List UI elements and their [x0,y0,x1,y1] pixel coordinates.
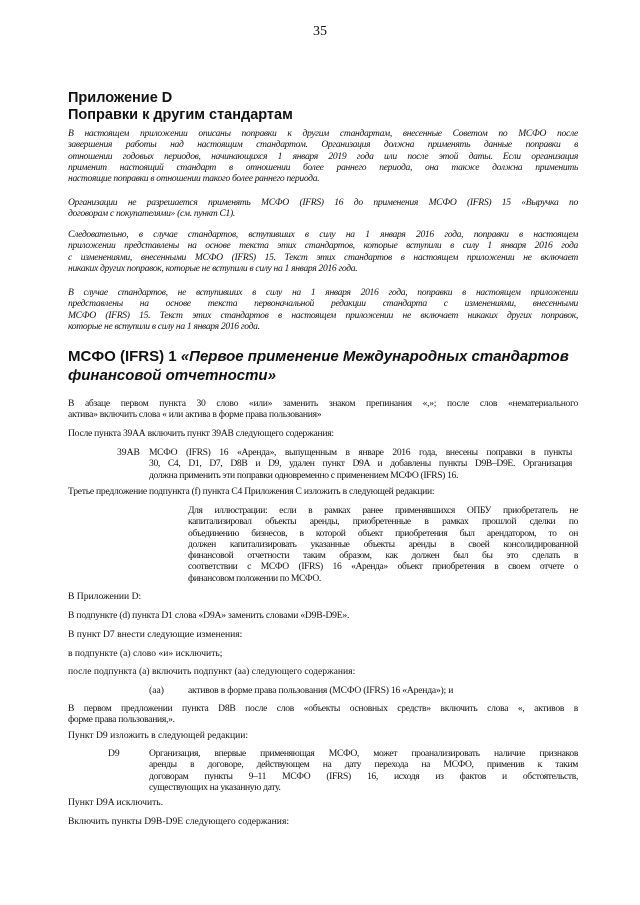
paragraph-d9b-d9e: Включить пункты D9B-D9E следующего содержания: [68,816,290,827]
item-39ab-text: МСФО (IFRS) 16 «Аренда», выпущенным в январе 2016 года, внесены поправки в пункты 30, С4, D1, D7, D8B и D9, удален пункт D9A и добавлены пункты D9B–D9E. Организация должна применить эти поправки одновременно с применением МСФО (IFRS) 16. [149,447,572,481]
paragraph-c4: Третье предложение подпункта (f) пункта С4 Приложения С изложить в следующей редакции: [68,486,435,497]
item-aa-text: активов в форме права пользования (МСФО (IFRS) 16 «Аренда»); и [188,685,454,696]
intro-paragraph-1: В настоящем приложении описаны поправки к другим стандартам, внесенные Советом по МСФО после завершения работы над настоящим стандартом. Организация должна применять данные поправки в отношении годовых периодов, начинающихся 1 января 2019 года или после этой даты. Если организация применит настоящий стандарт в отношении более раннего периода, она также должна применить настоящие поправки в отношении такого более раннего периода. [68,128,578,185]
appendix-title: Приложение D [68,90,173,106]
paragraph-39aa: После пункта 39АА включить пункт 39АВ следующего содержания: [68,428,334,439]
item-39ab-label: 39AB [117,447,140,458]
paragraph-d9: Пункт D9 изложить в следующей редакции: [68,730,249,741]
intro-paragraph-2: Организации не разрешается применять МСФО (IFRS) 16 до применения МСФО (IFRS) 15 «Выручка по договорам с покупателями» (см. пункт С1). [68,197,578,220]
paragraph-appendix-d: В Приложении D: [68,591,142,602]
paragraph-d7-aa-intro: после подпункта (а) включить подпункт (аа) следующего содержания: [68,666,356,677]
item-d9-label: D9 [108,748,120,759]
paragraph-d8b: В первом предложении пункта D8B после слов «объекты основных средств» включить слова «, активов в форме права пользования,». [68,703,578,726]
item-aa-label: (aa) [149,685,164,696]
quote-c4: Для иллюстрации: если в рамках ранее применявшихся ОПБУ приобретатель не капитализировал объекты аренды, приобретенные в рамках прошлой сделки по объединению бизнесов, в которой объект приобретения был арендатором, то он должен капитализировать указанные объекты аренды в своей консолидированной финансовой отчетности таким образом, как должен был бы это сделать в соответствии с МСФО (IFRS) 16 «Аренда» объект приобретения в своем отчете о финансовом положении по МСФО. [188,505,578,584]
item-d9-text: Организация, впервые применяющая МСФО, может проанализировать наличие признаков аренды в договоре, действующем на дату перехода на МСФО, применив к таким договорам пункты 9–11 МСФО (IFRS) 16, исходя из фактов и обстоятельств, существующих на указанную дату. [149,748,578,793]
intro-paragraph-4: В случае стандартов, не вступивших в силу на 1 января 2016 года, поправки в настоящем приложении представлены на основе текста первоначальной редакции стандарта с изменениями, внесенными МСФО (IFRS) 15. Текст этих стандартов в настоящем приложении не включает никаких других поправок, которые не вступили в силу на 1 января 2016 года. [68,287,578,332]
intro-paragraph-3: Следовательно, в случае стандартов, вступивших в силу на 1 января 2016 года, поправки в настоящем приложении представлены на основе текста этих стандартов, которые вступили в силу 1 января 2016 года с изменениями, внесенными МСФО (IFRS) 15. Текст этих стандартов в настоящем приложении не включает никаких других поправок, которые не вступили в силу на 1 января 2016 года. [68,229,578,274]
page-number: 35 [313,24,327,39]
paragraph-30: В абзаце первом пункта 30 слово «или» заменить знаком препинания «,»; после слов «нематериального актива» включить слова « или актива в форме права пользования» [68,398,578,421]
section-title: МСФО (IFRS) 1 «Первое применение Международных стандартов [68,348,569,365]
section-title-line-2: финансовой отчетности» [68,367,276,384]
appendix-subtitle: Поправки к другим стандартам [68,107,293,123]
paragraph-d7-a: в подпункте (а) слово «и» исключить; [68,648,223,659]
paragraph-d9a: Пункт D9A исключить. [68,797,164,808]
paragraph-d1: В подпункте (d) пункта D1 слова «D9A» заменить словами «D9B-D9E». [68,610,350,621]
paragraph-d7: В пункт D7 внести следующие изменения: [68,629,243,640]
